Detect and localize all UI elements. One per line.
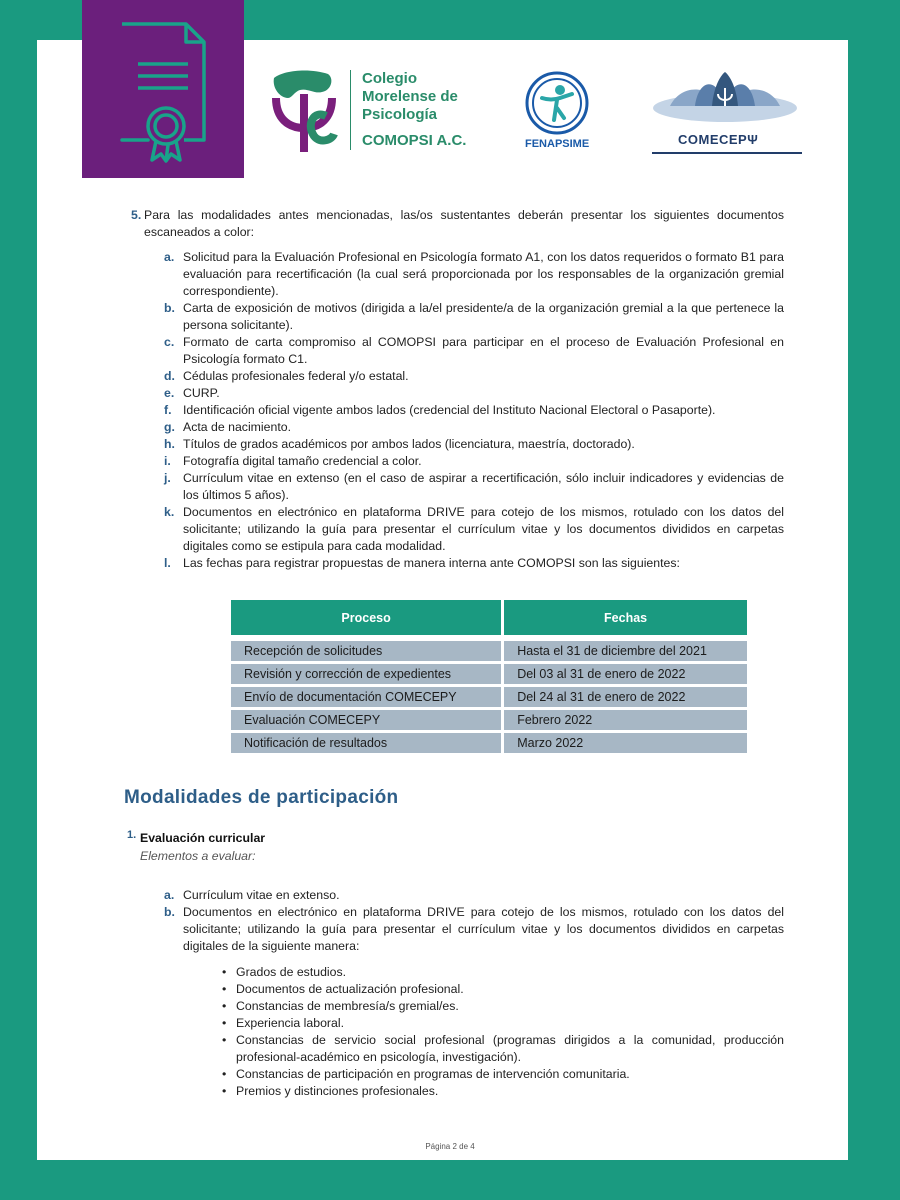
comopsi-line2: Morelense de: [362, 88, 458, 105]
comopsi-line4: COMOPSI A.C.: [362, 132, 467, 149]
comopsi-logo-icon: [270, 68, 342, 154]
bullet-list: [124, 964, 784, 1100]
item-marker: d.: [164, 369, 175, 383]
list-item: • Constancias de participación en programas de intervención comunitaria.: [236, 1066, 784, 1083]
requirement-item: [124, 385, 784, 402]
comopsi-logo-text: [362, 70, 466, 150]
page-footer: Página 2 de 4: [425, 1142, 475, 1151]
item-text: Cédulas profesionales federal y/o estatal.: [183, 369, 409, 383]
dates-table-wrapper: [124, 597, 784, 756]
requirement-item: [124, 555, 784, 572]
header-accent-box: [82, 0, 244, 178]
elements-label: Elementos a evaluar:: [140, 849, 256, 863]
item-marker: f.: [164, 403, 172, 417]
item-text: Identificación oficial vigente ambos lados (credencial del Instituto Nacional Electoral o Pasaporte).: [183, 403, 716, 417]
item-marker: c.: [164, 335, 175, 349]
point-5-number: 5.: [131, 208, 142, 222]
item-text: Títulos de grados académicos por ambos lados (licenciatura, maestría, doctorado).: [183, 437, 635, 451]
comopsi-line1: Colegio: [362, 70, 417, 87]
item-text: Formato de carta compromiso al COMOPSI para participar en el proceso de Evaluación Profesional en Psicología formato C1.: [183, 335, 784, 366]
table-cell: Marzo 2022: [504, 733, 747, 753]
fenapsime-logo-icon: [524, 70, 590, 136]
item-text: CURP.: [183, 386, 220, 400]
item-marker: a.: [164, 250, 175, 264]
comopsi-separator: [350, 70, 351, 150]
item-marker: e.: [164, 386, 175, 400]
requirements-list: [124, 249, 784, 572]
item-marker: g.: [164, 420, 175, 434]
requirements-section: [124, 207, 784, 572]
requirement-item: [124, 419, 784, 436]
list-item: • Documentos de actualización profesional.: [236, 981, 784, 998]
item-marker: j.: [164, 471, 171, 485]
certificate-icon: [82, 0, 244, 178]
table-row: [231, 687, 747, 707]
section-title: Modalidades de participación: [124, 787, 399, 808]
list-item: • Experiencia laboral.: [236, 1015, 784, 1032]
table-cell: Evaluación COMECEPY: [231, 710, 501, 730]
comecepy-logo-text: COMECEPΨ: [678, 132, 759, 147]
requirement-item: [124, 470, 784, 504]
modality-item: [124, 904, 784, 955]
modality-number: 1.: [127, 829, 137, 841]
requirement-item: [124, 249, 784, 300]
fenapsime-logo-text: FENAPSIME: [525, 138, 590, 150]
item-text: Acta de nacimiento.: [183, 420, 292, 434]
item-marker: a.: [164, 888, 175, 902]
table-cell: Del 03 al 31 de enero de 2022: [504, 664, 747, 684]
item-text: Currículum vitae en extenso (en el caso de aspirar a recertificación, sólo incluir indicadores y evidencias de los últimos 5 años).: [183, 471, 784, 502]
item-text: Carta de exposición de motivos (dirigida a la/el presidente/a de la organización gremial a la que pertenece la persona solicitante).: [183, 301, 784, 332]
list-item: • Constancias de servicio social profesional (programas dirigidos a la comunidad, producción profesional-académico en psicología, investigación).: [236, 1032, 784, 1066]
requirement-item: [124, 504, 784, 555]
item-text: Las fechas para registrar propuestas de manera interna ante COMOPSI son las siguientes:: [183, 556, 680, 570]
requirement-item: [124, 453, 784, 470]
requirement-item: [124, 334, 784, 368]
table-cell: Revisión y corrección de expedientes: [231, 664, 501, 684]
table-row: [231, 641, 747, 661]
table-cell: Hasta el 31 de diciembre del 2021: [504, 641, 747, 661]
header-logos: [270, 62, 810, 162]
table-cell: Febrero 2022: [504, 710, 747, 730]
modality-title: Evaluación curricular: [140, 831, 266, 845]
dates-table: [228, 597, 750, 756]
item-text: Currículum vitae en extenso.: [183, 888, 340, 902]
requirement-item: [124, 402, 784, 419]
requirement-item: [124, 368, 784, 385]
item-text: Solicitud para la Evaluación Profesional en Psicología formato A1, con los datos requeridos o formato B1 para evaluación para recertificación (la cual será proporcionada por los responsables de la organización gremial correspondiente).: [183, 250, 784, 298]
requirement-item: [124, 300, 784, 334]
list-item: • Constancias de membresía/s gremial/es.: [236, 998, 784, 1015]
item-marker: h.: [164, 437, 175, 451]
modalities-section: [124, 830, 784, 1100]
list-item: • Premios y distinciones profesionales.: [236, 1083, 784, 1100]
table-cell: Envío de documentación COMECEPY: [231, 687, 501, 707]
item-marker: b.: [164, 905, 175, 919]
comecepy-underline: [652, 152, 802, 154]
modality-items: [124, 887, 784, 955]
item-marker: i.: [164, 454, 171, 468]
requirement-item: [124, 436, 784, 453]
modality-1: [124, 830, 784, 847]
list-item: • Grados de estudios.: [236, 964, 784, 981]
comopsi-line3: Psicología: [362, 106, 438, 123]
item-text: Documentos en electrónico en plataforma DRIVE para cotejo de los mismos, rotulado con los datos del solicitante; utilizando la guía para presentar el currículum vitae y los documentos divididos en carpetas digitales de la siguiente manera:: [183, 905, 784, 953]
table-row: [231, 710, 747, 730]
table-cell: Recepción de solicitudes: [231, 641, 501, 661]
table-header-proceso: Proceso: [231, 600, 501, 638]
item-marker: b.: [164, 301, 175, 315]
table-header-row: [231, 600, 747, 638]
item-marker: k.: [164, 505, 175, 519]
comecepy-logo-icon: [650, 66, 800, 136]
table-cell: Notificación de resultados: [231, 733, 501, 753]
point-5-text: Para las modalidades antes mencionadas, las/os sustentantes deberán presentar los siguientes documentos escaneados a color:: [144, 208, 784, 239]
table-row: [231, 664, 747, 684]
item-marker: l.: [164, 556, 171, 570]
item-text: Fotografía digital tamaño credencial a color.: [183, 454, 422, 468]
point-5: [124, 207, 784, 241]
modality-item: [124, 887, 784, 904]
table-row: [231, 733, 747, 753]
item-text: Documentos en electrónico en plataforma DRIVE para cotejo de los mismos, rotulado con los datos del solicitante; utilizando la guía para presentar el currículum vitae y los documentos divididos en carpetas digitales como se estipula para cada modalidad.: [183, 505, 784, 553]
table-cell: Del 24 al 31 de enero de 2022: [504, 687, 747, 707]
table-header-fechas: Fechas: [504, 600, 747, 638]
